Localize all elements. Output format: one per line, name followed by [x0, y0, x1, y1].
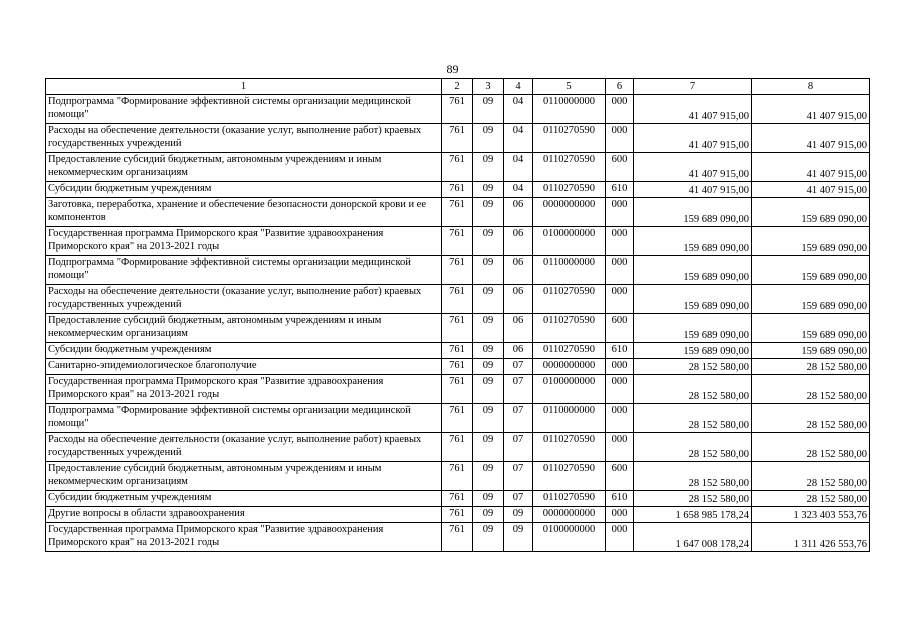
- row-name: Подпрограмма "Формирование эффективной системы организации медицинской помощи": [46, 95, 442, 124]
- col-4: 07: [504, 433, 533, 462]
- col-2: 761: [442, 95, 473, 124]
- row-name: Субсидии бюджетным учреждениям: [46, 182, 442, 198]
- row-name: Расходы на обеспечение деятельности (оказание услуг, выполнение работ) краевых государственных учреждений: [46, 124, 442, 153]
- col-4: 04: [504, 182, 533, 198]
- col-6: 000: [606, 227, 634, 256]
- col-6: 000: [606, 375, 634, 404]
- row-name: Заготовка, переработка, хранение и обеспечение безопасности донорской крови и ее компонентов: [46, 198, 442, 227]
- col-3: 09: [473, 153, 504, 182]
- col-2: 761: [442, 359, 473, 375]
- row-name: Расходы на обеспечение деятельности (оказание услуг, выполнение работ) краевых государственных учреждений: [46, 285, 442, 314]
- col-6: 610: [606, 491, 634, 507]
- table-row: [46, 404, 870, 433]
- col-7-amount: 159 689 090,00: [634, 285, 752, 314]
- col-7-amount: 41 407 915,00: [634, 182, 752, 198]
- col-6: 600: [606, 153, 634, 182]
- col-7-amount: 159 689 090,00: [634, 343, 752, 359]
- col-7-amount: 1 647 008 178,24: [634, 523, 752, 552]
- col-8-amount: 41 407 915,00: [752, 153, 870, 182]
- header-cell: 3: [473, 79, 504, 95]
- col-2: 761: [442, 227, 473, 256]
- col-5: 0100000000: [533, 523, 606, 552]
- col-2: 761: [442, 124, 473, 153]
- col-2: 761: [442, 256, 473, 285]
- header-cell: 1: [46, 79, 442, 95]
- row-name: Предоставление субсидий бюджетным, автономным учреждениям и иным некоммерческим организациям: [46, 314, 442, 343]
- col-6: 000: [606, 404, 634, 433]
- col-5: 0110270590: [533, 314, 606, 343]
- col-5: 0110000000: [533, 256, 606, 285]
- col-5: 0100000000: [533, 375, 606, 404]
- table-row: [46, 523, 870, 552]
- col-5: 0000000000: [533, 359, 606, 375]
- row-name: Государственная программа Приморского края "Развитие здравоохранения Приморского края" на 2013-2021 годы: [46, 375, 442, 404]
- col-6: 600: [606, 314, 634, 343]
- col-2: 761: [442, 404, 473, 433]
- col-5: 0000000000: [533, 198, 606, 227]
- table-row: [46, 507, 870, 523]
- row-name: Субсидии бюджетным учреждениям: [46, 491, 442, 507]
- col-4: 06: [504, 227, 533, 256]
- row-name: Предоставление субсидий бюджетным, автономным учреждениям и иным некоммерческим организациям: [46, 153, 442, 182]
- col-6: 000: [606, 507, 634, 523]
- col-7-amount: 28 152 580,00: [634, 375, 752, 404]
- col-8-amount: 28 152 580,00: [752, 433, 870, 462]
- row-name: Подпрограмма "Формирование эффективной системы организации медицинской помощи": [46, 404, 442, 433]
- table-row: [46, 343, 870, 359]
- col-3: 09: [473, 285, 504, 314]
- col-7-amount: 159 689 090,00: [634, 227, 752, 256]
- col-6: 610: [606, 343, 634, 359]
- col-3: 09: [473, 491, 504, 507]
- col-3: 09: [473, 375, 504, 404]
- col-4: 06: [504, 198, 533, 227]
- budget-table: [45, 78, 870, 552]
- header-cell: 4: [504, 79, 533, 95]
- col-4: 06: [504, 285, 533, 314]
- col-8-amount: 28 152 580,00: [752, 462, 870, 491]
- col-6: 000: [606, 523, 634, 552]
- col-2: 761: [442, 462, 473, 491]
- col-3: 09: [473, 359, 504, 375]
- col-7-amount: 41 407 915,00: [634, 124, 752, 153]
- col-6: 000: [606, 95, 634, 124]
- table-row: [46, 227, 870, 256]
- col-4: 07: [504, 375, 533, 404]
- row-name: Подпрограмма "Формирование эффективной системы организации медицинской помощи": [46, 256, 442, 285]
- table-row: [46, 285, 870, 314]
- col-3: 09: [473, 124, 504, 153]
- page-number: 89: [446, 62, 459, 76]
- col-8-amount: 28 152 580,00: [752, 359, 870, 375]
- col-6: 000: [606, 285, 634, 314]
- row-name: Предоставление субсидий бюджетным, автономным учреждениям и иным некоммерческим организациям: [46, 462, 442, 491]
- table-header-row: [46, 79, 870, 95]
- col-8-amount: 159 689 090,00: [752, 343, 870, 359]
- table-row: [46, 153, 870, 182]
- col-7-amount: 159 689 090,00: [634, 198, 752, 227]
- col-5: 0100000000: [533, 227, 606, 256]
- col-4: 09: [504, 523, 533, 552]
- table-row: [46, 462, 870, 491]
- col-2: 761: [442, 198, 473, 227]
- table-row: [46, 124, 870, 153]
- col-5: 0000000000: [533, 507, 606, 523]
- col-7-amount: 41 407 915,00: [634, 153, 752, 182]
- col-8-amount: 28 152 580,00: [752, 404, 870, 433]
- col-7-amount: 28 152 580,00: [634, 462, 752, 491]
- col-6: 000: [606, 124, 634, 153]
- col-7-amount: 28 152 580,00: [634, 433, 752, 462]
- col-2: 761: [442, 523, 473, 552]
- col-8-amount: 28 152 580,00: [752, 375, 870, 404]
- row-name: Государственная программа Приморского края "Развитие здравоохранения Приморского края" на 2013-2021 годы: [46, 523, 442, 552]
- col-8-amount: 159 689 090,00: [752, 285, 870, 314]
- col-5: 0110270590: [533, 285, 606, 314]
- header-cell: 6: [606, 79, 634, 95]
- col-7-amount: 159 689 090,00: [634, 256, 752, 285]
- col-3: 09: [473, 507, 504, 523]
- col-2: 761: [442, 343, 473, 359]
- col-4: 06: [504, 314, 533, 343]
- col-5: 0110000000: [533, 95, 606, 124]
- table-row: [46, 95, 870, 124]
- col-8-amount: 159 689 090,00: [752, 198, 870, 227]
- col-6: 000: [606, 359, 634, 375]
- col-4: 04: [504, 95, 533, 124]
- col-7-amount: 28 152 580,00: [634, 404, 752, 433]
- col-7-amount: 28 152 580,00: [634, 491, 752, 507]
- col-7-amount: 28 152 580,00: [634, 359, 752, 375]
- col-5: 0110270590: [533, 343, 606, 359]
- col-3: 09: [473, 343, 504, 359]
- col-7-amount: 1 658 985 178,24: [634, 507, 752, 523]
- col-4: 07: [504, 462, 533, 491]
- table-row: [46, 433, 870, 462]
- table-row: [46, 198, 870, 227]
- col-4: 07: [504, 404, 533, 433]
- header-cell: 2: [442, 79, 473, 95]
- col-2: 761: [442, 507, 473, 523]
- col-8-amount: 1 311 426 553,76: [752, 523, 870, 552]
- row-name: Другие вопросы в области здравоохранения: [46, 507, 442, 523]
- col-2: 761: [442, 375, 473, 404]
- col-6: 000: [606, 256, 634, 285]
- row-name: Санитарно-эпидемиологическое благополучие: [46, 359, 442, 375]
- col-5: 0110270590: [533, 433, 606, 462]
- col-5: 0110000000: [533, 404, 606, 433]
- row-name: Расходы на обеспечение деятельности (оказание услуг, выполнение работ) краевых государственных учреждений: [46, 433, 442, 462]
- col-6: 000: [606, 433, 634, 462]
- col-8-amount: 28 152 580,00: [752, 491, 870, 507]
- col-2: 761: [442, 285, 473, 314]
- col-8-amount: 41 407 915,00: [752, 124, 870, 153]
- col-5: 0110270590: [533, 182, 606, 198]
- col-7-amount: 159 689 090,00: [634, 314, 752, 343]
- col-3: 09: [473, 462, 504, 491]
- col-2: 761: [442, 491, 473, 507]
- col-8-amount: 41 407 915,00: [752, 182, 870, 198]
- col-3: 09: [473, 182, 504, 198]
- col-4: 04: [504, 124, 533, 153]
- col-3: 09: [473, 523, 504, 552]
- col-4: 06: [504, 343, 533, 359]
- col-5: 0110270590: [533, 462, 606, 491]
- col-7-amount: 41 407 915,00: [634, 95, 752, 124]
- table-row: [46, 375, 870, 404]
- header-cell: 7: [634, 79, 752, 95]
- col-2: 761: [442, 314, 473, 343]
- col-8-amount: 1 323 403 553,76: [752, 507, 870, 523]
- col-3: 09: [473, 314, 504, 343]
- col-2: 761: [442, 153, 473, 182]
- table-row: [46, 314, 870, 343]
- col-5: 0110270590: [533, 491, 606, 507]
- col-6: 610: [606, 182, 634, 198]
- header-cell: 5: [533, 79, 606, 95]
- col-3: 09: [473, 95, 504, 124]
- col-4: 06: [504, 256, 533, 285]
- col-3: 09: [473, 404, 504, 433]
- col-2: 761: [442, 433, 473, 462]
- col-5: 0110270590: [533, 124, 606, 153]
- col-8-amount: 159 689 090,00: [752, 256, 870, 285]
- row-name: Субсидии бюджетным учреждениям: [46, 343, 442, 359]
- header-cell: 8: [752, 79, 870, 95]
- table-row: [46, 491, 870, 507]
- col-4: 07: [504, 359, 533, 375]
- table-row: [46, 359, 870, 375]
- col-3: 09: [473, 256, 504, 285]
- col-5: 0110270590: [533, 153, 606, 182]
- col-4: 04: [504, 153, 533, 182]
- col-3: 09: [473, 227, 504, 256]
- col-8-amount: 41 407 915,00: [752, 95, 870, 124]
- col-3: 09: [473, 198, 504, 227]
- col-4: 07: [504, 491, 533, 507]
- col-2: 761: [442, 182, 473, 198]
- col-8-amount: 159 689 090,00: [752, 227, 870, 256]
- col-6: 600: [606, 462, 634, 491]
- col-8-amount: 159 689 090,00: [752, 314, 870, 343]
- col-3: 09: [473, 433, 504, 462]
- table-row: [46, 256, 870, 285]
- col-4: 09: [504, 507, 533, 523]
- col-6: 000: [606, 198, 634, 227]
- table-row: [46, 182, 870, 198]
- row-name: Государственная программа Приморского края "Развитие здравоохранения Приморского края" на 2013-2021 годы: [46, 227, 442, 256]
